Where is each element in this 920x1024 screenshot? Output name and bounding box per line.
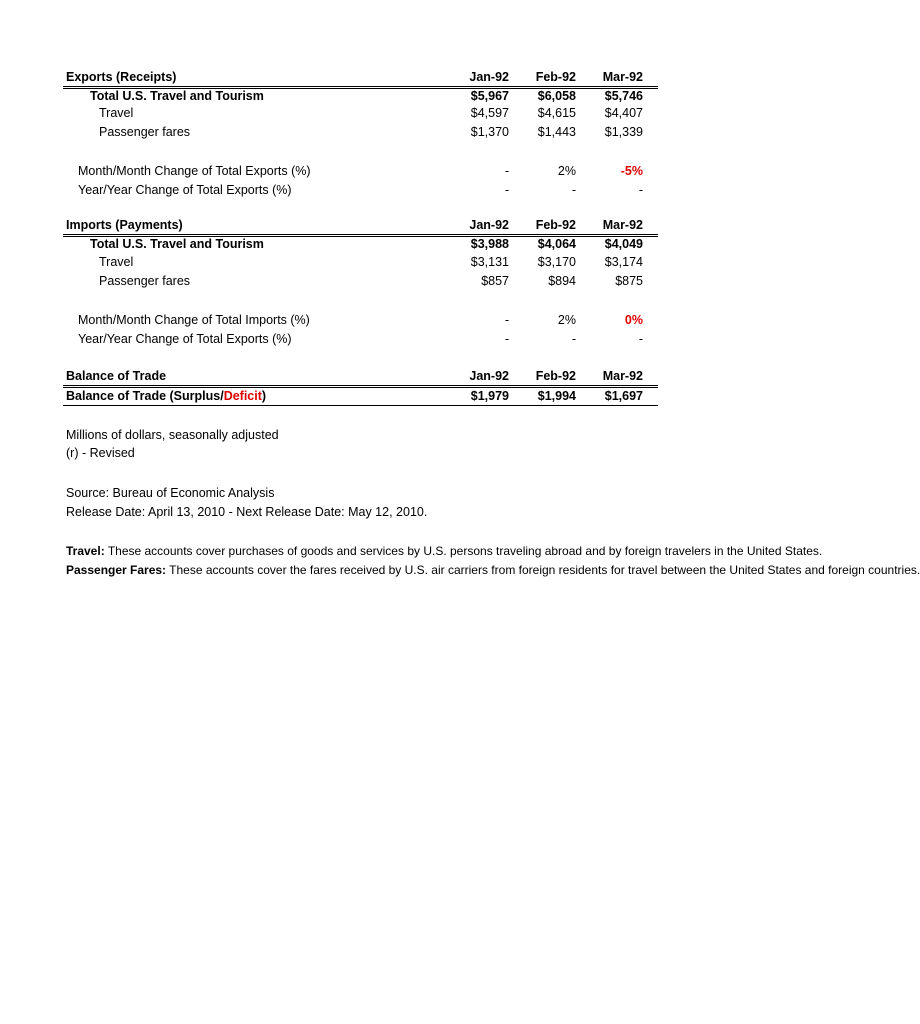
cell-value: $4,407	[604, 106, 643, 120]
cell-value: $1,443	[537, 125, 576, 139]
balance-header-row	[0, 367, 768, 386]
row-label: Month/Month Change of Total Exports (%)	[78, 164, 311, 178]
imports-mom-row	[0, 311, 768, 330]
cell-value: 2%	[557, 313, 576, 327]
cell-value: -	[571, 183, 576, 197]
release-note	[0, 503, 768, 522]
deficit-label: Deficit	[223, 389, 262, 403]
cell-value: $5,967	[470, 89, 509, 103]
cell-value: $1,979	[470, 389, 509, 403]
imports-total-row	[0, 235, 768, 254]
cell-value: $857	[481, 274, 509, 288]
exports-travel-row	[0, 104, 768, 123]
cell-value-highlight: 0%	[624, 313, 643, 327]
imports-section-title: Imports (Payments)	[66, 218, 183, 232]
balance-label-suffix: )	[261, 389, 267, 403]
cell-value: -	[504, 332, 509, 346]
month-header: Feb-92	[535, 369, 576, 383]
month-header: Jan-92	[469, 218, 509, 232]
cell-value: $1,339	[604, 125, 643, 139]
cell-value: $4,064	[537, 237, 576, 251]
cell-value: -	[504, 183, 509, 197]
month-header: Jan-92	[469, 70, 509, 84]
cell-value: $1,994	[537, 389, 576, 403]
row-label: Travel	[99, 255, 134, 269]
imports-header-row	[0, 216, 768, 235]
footer-rule	[63, 405, 658, 406]
definition-term: Passenger Fares:	[66, 563, 167, 577]
cell-value: -	[504, 164, 509, 178]
row-label: Year/Year Change of Total Exports (%)	[78, 332, 292, 346]
imports-yoy-row	[0, 330, 768, 349]
row-label: Passenger fares	[99, 274, 191, 288]
exports-mom-row	[0, 162, 768, 181]
travel-definition	[66, 542, 823, 560]
row-label: Passenger fares	[99, 125, 191, 139]
definition-text: These accounts cover the fares received by U.S. air carriers from foreign residents for travel between the United States and foreign countries.	[166, 563, 920, 577]
cell-value-highlight: -5%	[620, 164, 643, 178]
source-text: Source: Bureau of Economic Analysis	[66, 486, 275, 500]
cell-value: $875	[615, 274, 643, 288]
balance-label-prefix: Balance of Trade (Surplus/	[66, 389, 224, 403]
row-label: Month/Month Change of Total Imports (%)	[78, 313, 310, 327]
definition-term: Travel:	[66, 544, 105, 558]
cell-value: -	[571, 332, 576, 346]
header-rule	[63, 385, 658, 386]
release-text: Release Date: April 13, 2010 - Next Release Date: May 12, 2010.	[66, 505, 428, 519]
month-header: Feb-92	[535, 70, 576, 84]
month-header: Mar-92	[602, 70, 643, 84]
row-label: Year/Year Change of Total Exports (%)	[78, 183, 292, 197]
revised-text: (r) - Revised	[66, 446, 135, 460]
month-header: Feb-92	[535, 218, 576, 232]
cell-value: $1,370	[470, 125, 509, 139]
month-header: Mar-92	[602, 218, 643, 232]
units-text: Millions of dollars, seasonally adjusted	[66, 428, 279, 442]
definition-text: These accounts cover purchases of goods and services by U.S. persons traveling abroad and by foreign travelers in the United States.	[104, 544, 823, 558]
cell-value: $6,058	[537, 89, 576, 103]
cell-value: $894	[548, 274, 576, 288]
exports-section-title: Exports (Receipts)	[66, 70, 177, 84]
exports-yoy-row	[0, 181, 768, 200]
cell-value: $3,131	[470, 255, 509, 269]
balance-row	[0, 387, 768, 406]
cell-value: -	[504, 313, 509, 327]
fares-definition	[66, 561, 920, 579]
cell-value: 2%	[557, 164, 576, 178]
imports-fares-row	[0, 272, 768, 291]
cell-value: $5,746	[604, 89, 643, 103]
month-header: Jan-92	[469, 369, 509, 383]
cell-value: $4,049	[604, 237, 643, 251]
row-label: Total U.S. Travel and Tourism	[90, 89, 264, 103]
balance-section-title: Balance of Trade	[66, 369, 167, 383]
cell-value: $3,988	[470, 237, 509, 251]
cell-value: -	[638, 183, 643, 197]
row-label	[66, 387, 266, 406]
cell-value: $4,597	[470, 106, 509, 120]
cell-value: $1,697	[604, 389, 643, 403]
exports-fares-row	[0, 123, 768, 142]
units-note	[0, 426, 768, 445]
exports-header-row	[0, 68, 768, 87]
revised-note	[0, 444, 768, 463]
cell-value: -	[638, 332, 643, 346]
row-label: Total U.S. Travel and Tourism	[90, 237, 264, 251]
imports-travel-row	[0, 253, 768, 272]
cell-value: $4,615	[537, 106, 576, 120]
month-header: Mar-92	[602, 369, 643, 383]
source-note	[0, 484, 768, 503]
cell-value: $3,170	[537, 255, 576, 269]
cell-value: $3,174	[604, 255, 643, 269]
row-label: Travel	[99, 106, 134, 120]
